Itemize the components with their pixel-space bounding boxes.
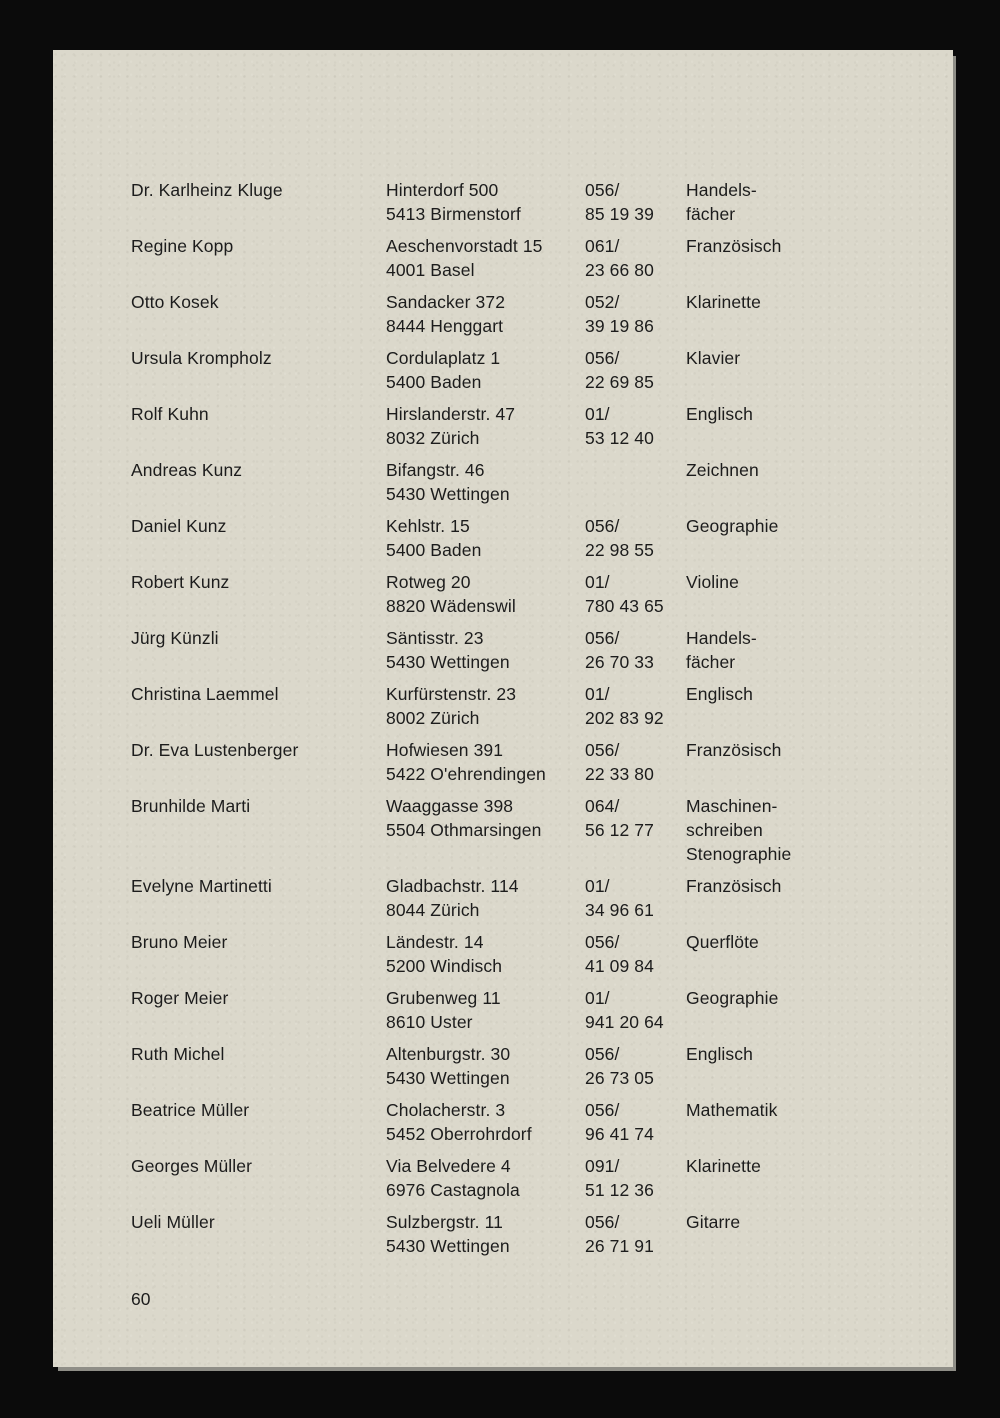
directory-entry (131, 1098, 913, 1146)
entry-address-line: 8444 Henggart (386, 316, 504, 336)
entry-phone-line: 01/ (585, 876, 610, 896)
entry-phone-line: 056/ (585, 1044, 620, 1064)
entry-name (131, 1210, 386, 1234)
entry-name-line: Daniel Kunz (131, 516, 227, 536)
entry-phone (585, 290, 686, 338)
entry-address-line: Via Belvedere 4 (386, 1156, 511, 1176)
entry-phone-line: 26 73 05 (585, 1068, 654, 1088)
entry-name-line: Ueli Müller (131, 1212, 215, 1232)
entry-subject-line: Violine (686, 572, 739, 592)
entry-phone-line: 26 70 33 (585, 652, 654, 672)
entry-phone-line: 01/ (585, 572, 610, 592)
entry-address (386, 1210, 585, 1258)
entry-phone-line: 85 19 39 (585, 204, 654, 224)
entry-subject-line: Mathematik (686, 1100, 778, 1120)
entry-phone (585, 794, 686, 842)
directory-entry (131, 930, 913, 978)
directory-entry (131, 738, 913, 786)
entry-subject-line: Stenographie (686, 844, 792, 864)
entry-address-line: Rotweg 20 (386, 572, 471, 592)
entry-phone-line: 091/ (585, 1156, 620, 1176)
entry-phone-line: 56 12 77 (585, 820, 654, 840)
entry-address-line: 8610 Uster (386, 1012, 473, 1032)
entry-subject-line: Maschinen- (686, 796, 778, 816)
entry-name-line: Otto Kosek (131, 292, 219, 312)
entry-address (386, 178, 585, 226)
entry-address-line: 4001 Basel (386, 260, 475, 280)
entry-address (386, 458, 585, 506)
entry-address-line: 5452 Oberrohrdorf (386, 1124, 532, 1144)
entry-name (131, 986, 386, 1010)
entry-name (131, 402, 386, 426)
entry-phone-line: 53 12 40 (585, 428, 654, 448)
entry-address-line: 8032 Zürich (386, 428, 480, 448)
entry-subject (686, 1210, 846, 1234)
entry-subject-line: Gitarre (686, 1212, 741, 1232)
entry-name-line: Regine Kopp (131, 236, 234, 256)
entry-subject (686, 290, 846, 314)
entry-name-line: Dr. Karlheinz Kluge (131, 180, 283, 200)
directory-entry (131, 290, 913, 338)
entry-subject (686, 234, 846, 258)
entry-name (131, 514, 386, 538)
entry-address-line: Bifangstr. 46 (386, 460, 485, 480)
entry-subject (686, 682, 846, 706)
entry-phone-line: 780 43 65 (585, 596, 664, 616)
entry-phone (585, 930, 686, 978)
entry-address (386, 626, 585, 674)
entry-address-line: 5422 O'ehrendingen (386, 764, 546, 784)
entry-phone-line: 056/ (585, 932, 620, 952)
entry-address-line: Waaggasse 398 (386, 796, 514, 816)
entry-name-line: Ursula Krompholz (131, 348, 272, 368)
entry-phone-line: 056/ (585, 628, 620, 648)
entry-subject (686, 402, 846, 426)
entry-name (131, 874, 386, 898)
entry-address-line: Hinterdorf 500 (386, 180, 499, 200)
entry-phone-line: 01/ (585, 988, 610, 1008)
page-content (131, 178, 913, 1311)
directory-entry (131, 234, 913, 282)
entry-phone-line: 941 20 64 (585, 1012, 664, 1032)
entry-address-line: 5504 Othmarsingen (386, 820, 542, 840)
entry-phone-line: 056/ (585, 348, 620, 368)
entry-subject-line: Zeichnen (686, 460, 759, 480)
entry-phone (585, 514, 686, 562)
entry-name-line: Evelyne Martinetti (131, 876, 272, 896)
entry-address (386, 290, 585, 338)
entry-phone (585, 874, 686, 922)
entry-name (131, 682, 386, 706)
entry-subject (686, 570, 846, 594)
entry-phone-line: 056/ (585, 180, 620, 200)
directory-entry (131, 682, 913, 730)
entry-phone (585, 626, 686, 674)
entry-name (131, 178, 386, 202)
entry-phone-line: 01/ (585, 684, 610, 704)
entry-phone-line: 056/ (585, 1100, 620, 1120)
entry-phone-line: 056/ (585, 1212, 620, 1232)
entry-address-line: 5430 Wettingen (386, 1236, 510, 1256)
entry-subject-line: Querflöte (686, 932, 759, 952)
entry-name (131, 1042, 386, 1066)
entry-subject (686, 458, 846, 482)
entry-address-line: Ländestr. 14 (386, 932, 484, 952)
directory-entry (131, 458, 913, 506)
entry-name-line: Robert Kunz (131, 572, 230, 592)
entry-name (131, 626, 386, 650)
entry-name-line: Jürg Künzli (131, 628, 219, 648)
entry-subject (686, 794, 846, 866)
entry-name-line: Beatrice Müller (131, 1100, 250, 1120)
entry-subject (686, 178, 846, 226)
entry-phone (585, 346, 686, 394)
entry-name (131, 458, 386, 482)
entry-phone-line: 39 19 86 (585, 316, 654, 336)
entry-subject-line: Englisch (686, 684, 753, 704)
entry-phone-line: 01/ (585, 404, 610, 424)
entry-address-line: Kurfürstenstr. 23 (386, 684, 517, 704)
entry-name-line: Christina Laemmel (131, 684, 279, 704)
entry-name-line: Bruno Meier (131, 932, 228, 952)
entry-name (131, 1154, 386, 1178)
entry-name (131, 794, 386, 818)
entry-name (131, 290, 386, 314)
entry-address-line: Aeschenvorstadt 15 (386, 236, 543, 256)
entry-address-line: 8044 Zürich (386, 900, 480, 920)
entry-phone-line: 202 83 92 (585, 708, 664, 728)
entry-subject (686, 1098, 846, 1122)
entry-phone-line: 056/ (585, 740, 620, 760)
entry-phone-line: 064/ (585, 796, 620, 816)
entry-phone (585, 178, 686, 226)
entry-address-line: Sandacker 372 (386, 292, 506, 312)
directory-entry (131, 570, 913, 618)
page-number: 60 (131, 1289, 151, 1309)
entry-address-line: 5430 Wettingen (386, 652, 510, 672)
entry-subject (686, 874, 846, 898)
directory-entry (131, 794, 913, 866)
entry-address (386, 1154, 585, 1202)
entry-address-line: Sulzbergstr. 11 (386, 1212, 503, 1232)
entry-subject (686, 626, 846, 674)
entry-phone (585, 1154, 686, 1202)
directory-entry (131, 626, 913, 674)
entry-phone (585, 234, 686, 282)
entry-subject (686, 986, 846, 1010)
entry-address-line: 8820 Wädenswil (386, 596, 516, 616)
entry-address-line: 5413 Birmenstorf (386, 204, 521, 224)
entry-address-line: Hofwiesen 391 (386, 740, 504, 760)
entry-address (386, 986, 585, 1034)
document-page (53, 50, 953, 1367)
entry-phone-line: 34 96 61 (585, 900, 654, 920)
entry-subject (686, 1154, 846, 1178)
directory-entry (131, 402, 913, 450)
directory-entry (131, 1154, 913, 1202)
entry-address (386, 738, 585, 786)
directory-entry (131, 178, 913, 226)
entry-address-line: Hirslanderstr. 47 (386, 404, 516, 424)
entry-phone (585, 1042, 686, 1090)
entry-address-line: Gladbachstr. 114 (386, 876, 519, 896)
entry-phone-line: 26 71 91 (585, 1236, 654, 1256)
entry-name-line: Brunhilde Marti (131, 796, 251, 816)
directory-entry (131, 1042, 913, 1090)
entry-name-line: Dr. Eva Lustenberger (131, 740, 299, 760)
entry-name-line: Andreas Kunz (131, 460, 243, 480)
entry-phone (585, 738, 686, 786)
entry-subject-line: schreiben (686, 820, 763, 840)
entry-phone-line: 052/ (585, 292, 620, 312)
entry-name-line: Rolf Kuhn (131, 404, 209, 424)
entry-subject (686, 1042, 846, 1066)
entry-name (131, 234, 386, 258)
entry-subject-line: Handels- (686, 628, 757, 648)
entry-address-line: 5200 Windisch (386, 956, 503, 976)
entry-phone (585, 986, 686, 1034)
entry-address-line: Cordulaplatz 1 (386, 348, 501, 368)
entry-subject-line: fächer (686, 652, 736, 672)
directory-entry (131, 1210, 913, 1258)
entry-subject-line: Französisch (686, 740, 782, 760)
entry-phone-line: 22 33 80 (585, 764, 654, 784)
entry-address (386, 1042, 585, 1090)
entry-address-line: 5430 Wettingen (386, 484, 510, 504)
entry-phone (585, 1210, 686, 1258)
entry-phone-line: 23 66 80 (585, 260, 654, 280)
entry-subject-line: Klavier (686, 348, 741, 368)
entry-address-line: Kehlstr. 15 (386, 516, 470, 536)
entry-phone-line: 22 98 55 (585, 540, 654, 560)
entry-subject-line: Handels- (686, 180, 757, 200)
entry-address (386, 930, 585, 978)
entry-subject-line: Französisch (686, 236, 782, 256)
entry-address (386, 794, 585, 842)
directory-entry (131, 986, 913, 1034)
entry-name (131, 738, 386, 762)
entry-phone-line: 056/ (585, 516, 620, 536)
entry-name (131, 1098, 386, 1122)
entry-subject-line: Klarinette (686, 292, 761, 312)
entry-phone-line: 51 12 36 (585, 1180, 654, 1200)
entry-subject (686, 514, 846, 538)
entry-subject-line: fächer (686, 204, 736, 224)
entry-phone-line: 96 41 74 (585, 1124, 654, 1144)
entry-subject-line: Französisch (686, 876, 782, 896)
entry-address-line: 6976 Castagnola (386, 1180, 520, 1200)
entry-name (131, 930, 386, 954)
entry-address-line: 5430 Wettingen (386, 1068, 510, 1088)
entry-address (386, 346, 585, 394)
directory-entry (131, 346, 913, 394)
entry-subject-line: Klarinette (686, 1156, 761, 1176)
entry-address-line: 5400 Baden (386, 372, 482, 392)
entry-name-line: Georges Müller (131, 1156, 253, 1176)
entry-address-line: Grubenweg 11 (386, 988, 501, 1008)
entry-phone (585, 402, 686, 450)
entry-address-line: 5400 Baden (386, 540, 482, 560)
entry-name-line: Ruth Michel (131, 1044, 225, 1064)
entry-address (386, 1098, 585, 1146)
entry-phone-line: 41 09 84 (585, 956, 654, 976)
entry-address (386, 402, 585, 450)
entry-address-line: Altenburgstr. 30 (386, 1044, 511, 1064)
entry-address (386, 874, 585, 922)
entry-phone (585, 1098, 686, 1146)
entry-subject (686, 738, 846, 762)
entry-phone-line: 061/ (585, 236, 620, 256)
entry-phone-line: 22 69 85 (585, 372, 654, 392)
entry-subject-line: Geographie (686, 516, 779, 536)
entry-subject-line: Englisch (686, 404, 753, 424)
entry-subject (686, 346, 846, 370)
entry-address-line: Cholacherstr. 3 (386, 1100, 506, 1120)
entry-name (131, 570, 386, 594)
entry-address (386, 570, 585, 618)
entry-subject-line: Englisch (686, 1044, 753, 1064)
entry-address-line: Säntisstr. 23 (386, 628, 484, 648)
entry-subject (686, 930, 846, 954)
entry-name-line: Roger Meier (131, 988, 229, 1008)
entry-phone (585, 682, 686, 730)
entry-address (386, 682, 585, 730)
entry-address-line: 8002 Zürich (386, 708, 480, 728)
directory-entry (131, 874, 913, 922)
entry-address (386, 514, 585, 562)
directory-list (131, 178, 913, 1258)
entry-name (131, 346, 386, 370)
directory-entry (131, 514, 913, 562)
entry-address (386, 234, 585, 282)
entry-subject-line: Geographie (686, 988, 779, 1008)
entry-phone (585, 570, 686, 618)
